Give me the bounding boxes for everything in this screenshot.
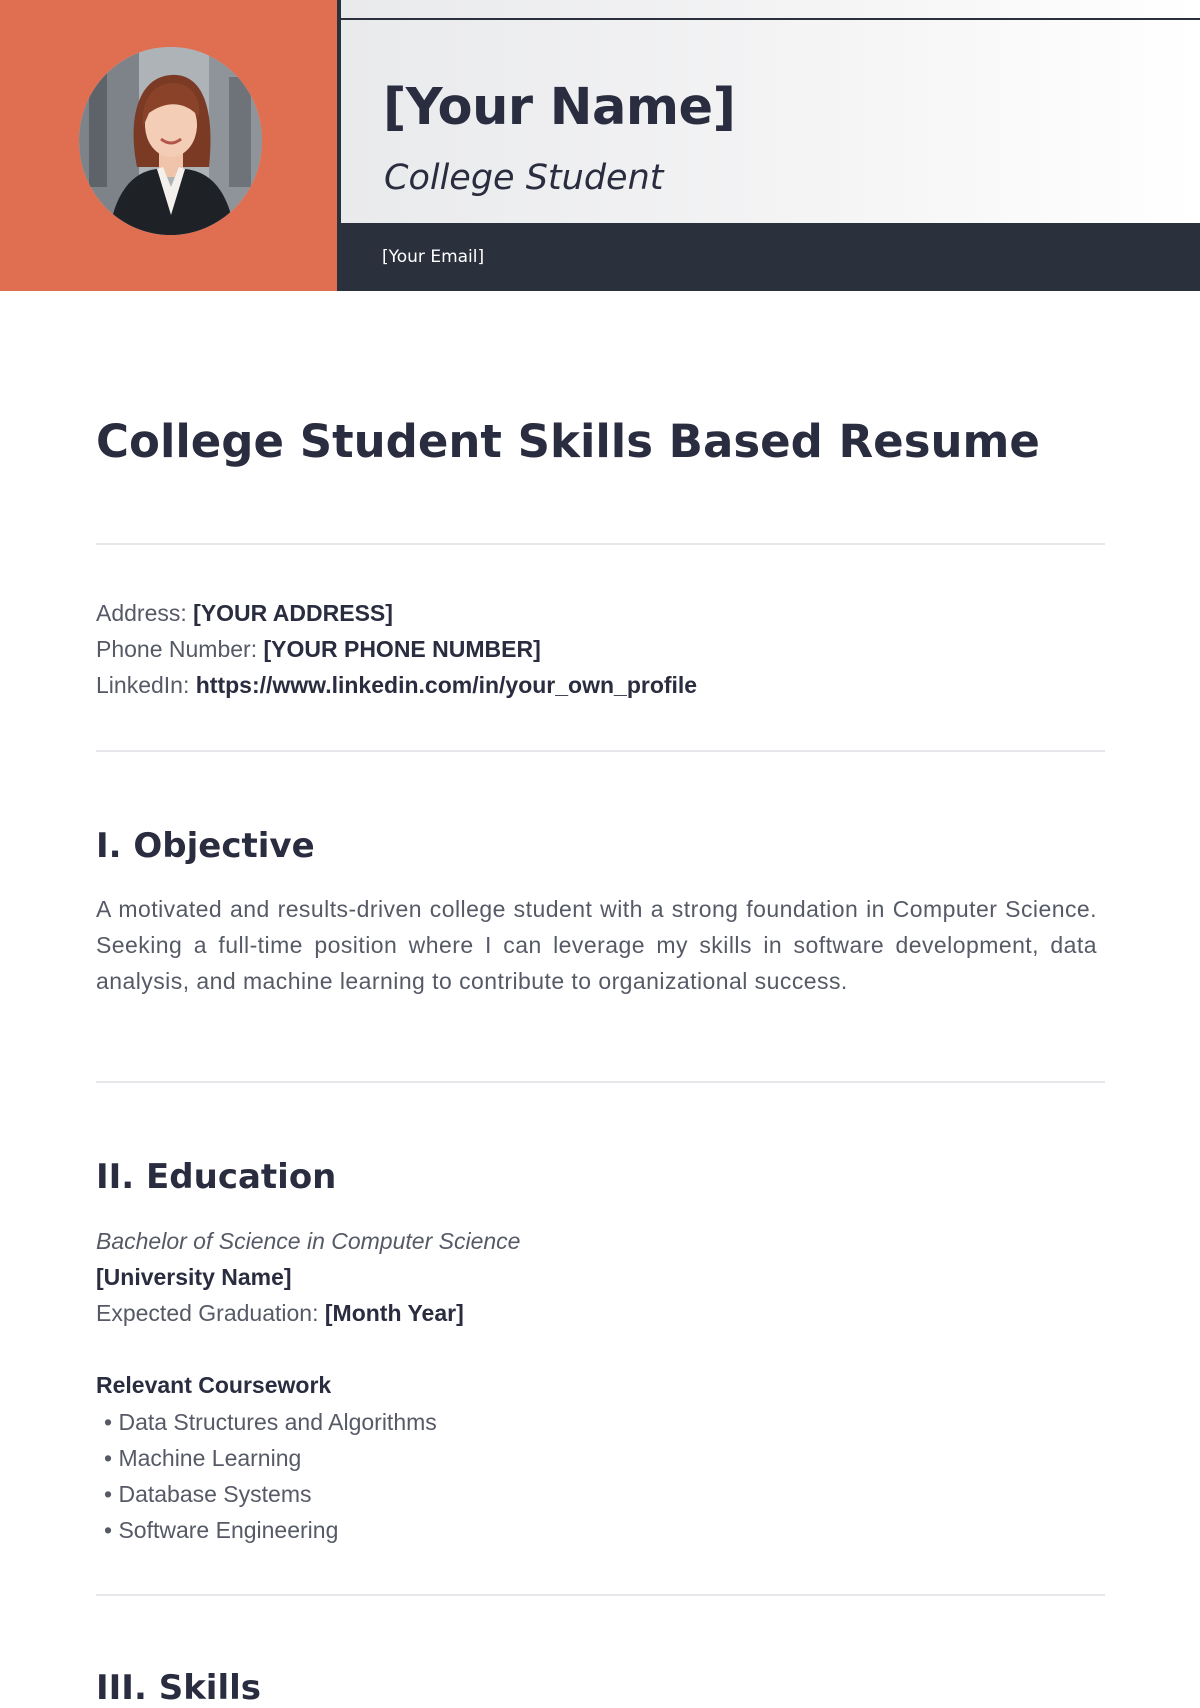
list-item: • Database Systems [104,1476,437,1512]
list-item: • Machine Learning [104,1440,437,1476]
name-panel [337,0,1200,223]
resume-header [0,0,1200,291]
header-top-rule [341,18,1200,20]
objective-text: A motivated and results-driven college student with a strong foundation in Computer Science. Seeking a full-time position where I can leverage my skills in software development, data analysis, and machine learning to contribute to organizational success. [96,896,1097,994]
contact-linkedin [96,672,697,699]
divider [96,543,1105,545]
divider [96,1081,1105,1083]
address-label: Address: [96,600,187,626]
profile-photo [79,47,262,235]
candidate-email: [Your Email] [382,247,485,267]
accent-panel [0,0,337,291]
expected-graduation [96,1300,464,1327]
list-item: • Data Structures and Algorithms [104,1404,437,1440]
page-title: College Student Skills Based Resume [96,415,1040,468]
contact-address [96,600,393,627]
graduation-label: Expected Graduation: [96,1300,319,1326]
linkedin-link[interactable]: https://www.linkedin.com/in/your_own_profile [195,672,698,698]
phone-label: Phone Number: [96,636,258,662]
candidate-role: College Student [384,158,664,198]
education-heading: II. Education [96,1157,337,1197]
linkedin-label: LinkedIn: [96,672,190,698]
contact-phone [96,636,541,663]
address-value: [YOUR ADDRESS] [193,600,393,626]
list-item: • Software Engineering [104,1512,437,1548]
coursework-heading: Relevant Coursework [96,1372,332,1398]
divider [96,1594,1105,1596]
coursework-list [104,1404,437,1548]
phone-value: [YOUR PHONE NUMBER] [263,636,541,662]
objective-heading: I. Objective [96,826,315,866]
candidate-name: [Your Name] [383,78,736,137]
graduation-value: [Month Year] [324,1300,464,1326]
divider [96,750,1105,752]
email-bar [337,223,1200,291]
university-name: [University Name] [96,1264,292,1290]
degree: Bachelor of Science in Computer Science [96,1228,521,1254]
skills-heading: III. Skills [96,1668,262,1708]
